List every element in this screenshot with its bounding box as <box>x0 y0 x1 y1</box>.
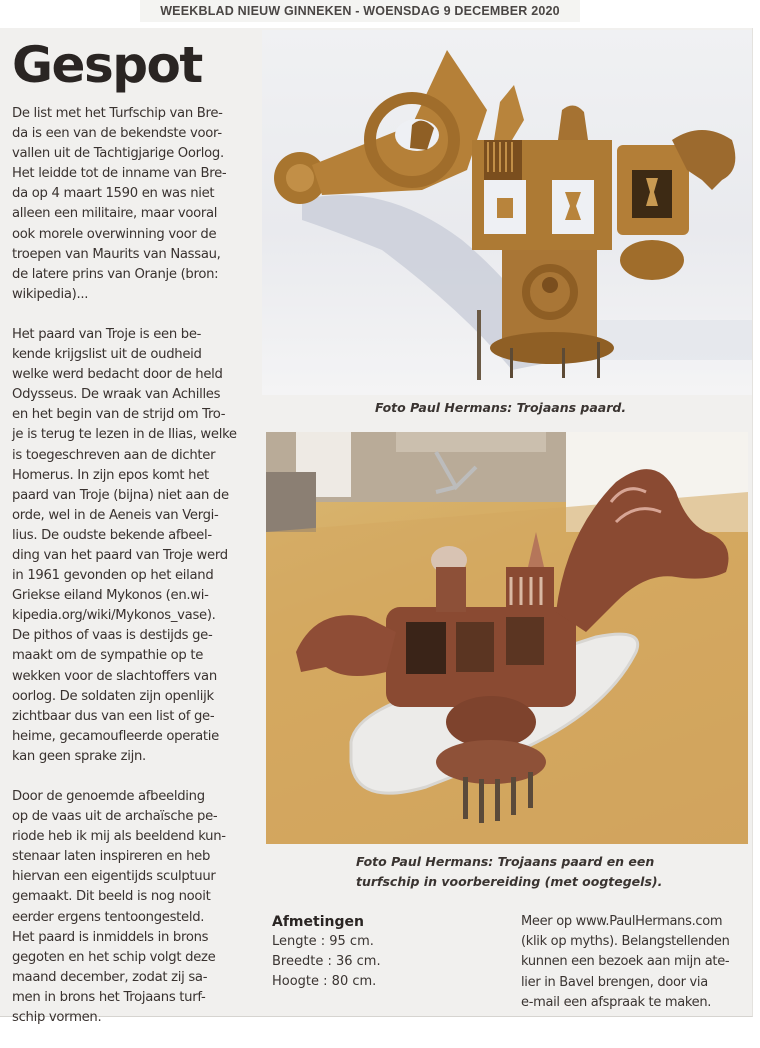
dimensions-heading: Afmetingen <box>272 914 364 930</box>
photo-trojan-horse-bronze <box>262 30 752 395</box>
masthead: WEEKBLAD NIEUW GINNEKEN - WOENSDAG 9 DECEMBER 2020 <box>140 0 580 22</box>
paragraph-sculptuur: Door de genoemde afbeelding op de vaas uit de archaïsche pe- riode heb ik mij als beeldend kun- stenaar laten inspireren en heb hiervan een eigentijds sculptuur gemaakt. Dit beeld is nog nooit eerder ergens tentoongesteld. Het paard is inmiddels in brons gegoten en het schip volgt deze maand december, zodat zij sa- men in brons het Trojaans turf- schip vormen. <box>12 789 226 1026</box>
dimension-width: Breedte : 36 cm. <box>272 954 381 969</box>
bronze-sculpture-illustration <box>262 30 752 395</box>
article-body <box>12 104 262 1048</box>
website-line: Meer op www.PaulHermans.com <box>521 914 723 929</box>
contact-info: Meer op www.PaulHermans.com (klik op myths). Belangstellenden kunnen een bezoek aan mijn ate- lier in Bavel brengen, door via e-mail een afspraak te maken. <box>521 912 751 1013</box>
sculpture-on-floor-illustration <box>266 432 748 844</box>
paragraph-paard-van-troje: Het paard van Troje is een be- kende krijgslist uit de oudheid welke werd bedacht door de held Odysseus. De wraak van Achilles en het begin van de strijd om Tro- je is terug te lezen in de Ilias, welke is toegeschreven aan de dichter Homerus. In zijn epos komt het paard van Troje (bijna) niet aan de orde, wel in de Aeneis van Vergi- lius. De oudste bekende afbeel- ding van het paard van Troje werd in 1961 gevonden op het eiland Griekse eiland Mykonos (en.wi- kipedia.org/wiki/Mykonos_vase). De pithos of vaas is destijds ge- maakt om de sympathie op te wekken voor de slachtoffers van oorlog. De soldaten zijn openlijk zichtbaar dus van een list of ge- heime, gecamoufleerde operatie kan geen sprake zijn. <box>12 326 237 764</box>
paragraph-turfschip: De list met het Turfschip van Bre- da is een van de bekendste voor- vallen uit de Tachtigjarige Oorlog. Het leidde tot de inname van Bre- da op 4 maart 1590 en was niet alleen een militaire, maar vooral ook morele overwinning voor de troepen van Maurits van Nassau, de latere prins van Oranje (bron: wikipedia)... <box>12 106 227 302</box>
photo-caption-1: Foto Paul Hermans: Trojaans paard. <box>375 400 627 415</box>
article-title: Gespot <box>12 36 202 94</box>
dimensions-box <box>272 912 502 992</box>
dimension-height: Hoogte : 80 cm. <box>272 974 377 989</box>
photo-caption-2: Foto Paul Hermans: Trojaans paard en een turfschip in voorbereiding (met oogtegels). <box>356 854 663 889</box>
photo-trojan-horse-and-turfschip <box>266 432 748 844</box>
dimension-length: Lengte : 95 cm. <box>272 934 374 949</box>
